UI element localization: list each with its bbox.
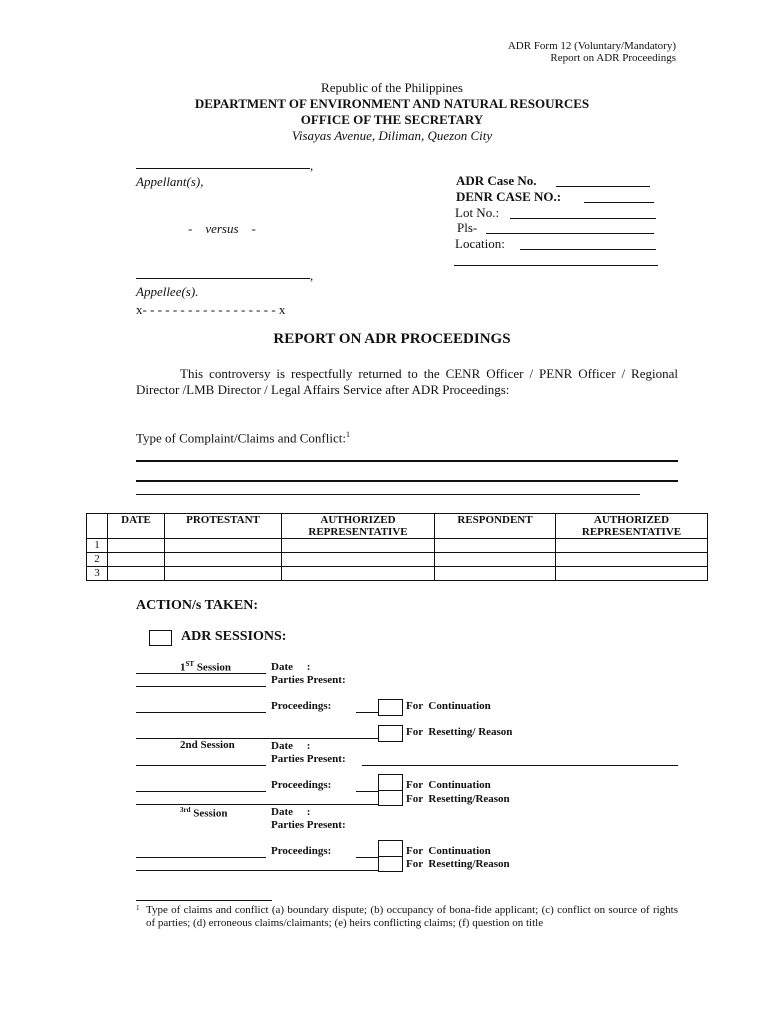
session3-continuation-checkbox[interactable] <box>378 840 403 857</box>
table-cell[interactable] <box>108 553 165 567</box>
republic-line: Republic of the Philippines <box>321 80 463 95</box>
session3-parties-label: Parties Present: <box>271 819 346 831</box>
appellee-line <box>136 278 310 279</box>
session3-continuation-label: For Continuation <box>406 845 491 857</box>
session1-continuation-label: For Continuation <box>406 700 491 712</box>
session2-date-label: Date : <box>271 740 311 752</box>
session3-sup: 3rd <box>180 806 191 814</box>
adr-case-line[interactable] <box>556 186 650 187</box>
table-cell[interactable] <box>165 539 282 553</box>
table-cell[interactable] <box>165 567 282 581</box>
header-respondent: RESPONDENT <box>435 514 556 539</box>
table-cell[interactable] <box>556 553 708 567</box>
session3-suffix: Session <box>190 807 228 820</box>
session1-resetting-checkbox[interactable] <box>378 725 403 742</box>
table-cell[interactable] <box>435 567 556 581</box>
session2-parties-label: Parties Present: <box>271 753 346 765</box>
session3-line-c <box>136 870 378 871</box>
pls-label: Pls- <box>457 220 478 235</box>
appellee-comma: , <box>310 268 314 283</box>
lot-no-label: Lot No.: <box>455 205 500 220</box>
intro-paragraph: This controversy is respectfully returned to the CENR Officer / PENR Officer / Regional Director /LMB Director / Legal Affairs Service after ADR Proceedings: <box>136 366 678 397</box>
form-subtitle: Report on ADR Proceedings <box>550 52 676 64</box>
header-date: DATE <box>108 514 165 539</box>
pls-line[interactable] <box>486 233 654 234</box>
footnote-separator <box>136 900 272 901</box>
department-line: DEPARTMENT OF ENVIRONMENT AND NATURAL RESOURCES <box>194 96 590 111</box>
table-row <box>87 553 708 567</box>
table-cell[interactable] <box>556 567 708 581</box>
session1-line-c <box>136 712 266 713</box>
appellant-comma: , <box>310 158 314 173</box>
session3-date-label: Date : <box>271 806 311 818</box>
complaint-type <box>136 430 350 446</box>
office-line: OFFICE OF THE SECRETARY <box>300 112 484 127</box>
session1-continuation-checkbox[interactable] <box>378 699 403 716</box>
session1-name <box>180 660 231 674</box>
complaint-label: Type of Complaint/Claims and Conflict: <box>136 430 346 446</box>
versus-label: - versus - <box>188 221 256 236</box>
table-cell[interactable] <box>282 553 435 567</box>
table-cell[interactable] <box>282 567 435 581</box>
table-cell[interactable] <box>108 539 165 553</box>
footnote-text: Type of claims and conflict (a) boundary dispute; (b) occupancy of bona-fide applicant; (c) conflict on source of rights of parties; (d) erroneous claims/claimants; (e) heirs conflicting claims; (f) question on title <box>146 904 678 929</box>
table-cell[interactable] <box>435 553 556 567</box>
location-extra-line[interactable] <box>454 265 658 266</box>
session1-line-d <box>356 712 378 713</box>
denr-case-label: DENR CASE NO.: <box>456 189 562 204</box>
row-number: 2 <box>87 553 108 567</box>
form-number: ADR Form 12 (Voluntary/Mandatory) <box>507 40 676 52</box>
table-cell[interactable] <box>556 539 708 553</box>
session3-resetting-checkbox[interactable] <box>378 856 403 872</box>
session3-resetting-label: For Resetting/Reason <box>406 858 510 870</box>
session2-parties-line[interactable] <box>362 765 678 766</box>
session1-resetting-label: For Resetting/ Reason <box>406 726 513 738</box>
agency-header <box>0 80 768 144</box>
session3-line-b <box>356 857 378 858</box>
complaint-line-3[interactable] <box>136 494 640 495</box>
session1-sup: ST <box>185 660 195 668</box>
footnote-mark: 1 <box>136 904 140 912</box>
session2-continuation-label: For Continuation <box>406 779 491 791</box>
appellant-label: Appellant(s), <box>136 174 204 189</box>
session2-proceedings-label: Proceedings: <box>271 779 332 791</box>
row-number: 1 <box>87 539 108 553</box>
complaint-line-2[interactable] <box>136 480 678 482</box>
header-protestant: PROTESTANT <box>165 514 282 539</box>
table-cell[interactable] <box>435 539 556 553</box>
session3-name <box>180 806 228 820</box>
session2-name: 2nd Session <box>180 739 235 751</box>
session1-line-b <box>136 686 266 687</box>
table-cell[interactable] <box>165 553 282 567</box>
header-authorized-rep-2: AUTHORIZED REPRESENTATIVE <box>556 514 708 539</box>
table-row <box>87 539 708 553</box>
actions-taken-label: ACTION/s TAKEN: <box>136 598 259 613</box>
adr-sessions-label: ADR SESSIONS: <box>181 629 287 644</box>
table-header-row <box>87 514 708 539</box>
caption-divider: x- - - - - - - - - - - - - - - - - - x <box>136 302 286 317</box>
session1-date-label: Date : <box>271 661 311 673</box>
session2-line-d <box>136 804 378 805</box>
appellee-label: Appellee(s). <box>136 284 199 299</box>
session1-line-e <box>136 738 378 739</box>
session2-resetting-checkbox[interactable] <box>378 790 403 806</box>
session1-suffix: Session <box>194 661 232 674</box>
session2-line-c <box>356 791 378 792</box>
report-title: REPORT ON ADR PROCEEDINGS <box>273 331 511 347</box>
session2-resetting-label: For Resetting/Reason <box>406 793 510 805</box>
complaint-line-1[interactable] <box>136 460 678 462</box>
denr-case-line[interactable] <box>584 202 654 203</box>
form-header <box>508 40 676 64</box>
footnote-ref: 1 <box>345 430 350 439</box>
location-line[interactable] <box>520 249 656 250</box>
session2-line-a <box>136 765 266 766</box>
lot-no-line[interactable] <box>510 218 656 219</box>
adr-case-label: ADR Case No. <box>456 173 537 188</box>
table-cell[interactable] <box>282 539 435 553</box>
session1-proceedings-label: Proceedings: <box>271 700 332 712</box>
appellant-line <box>136 168 310 169</box>
footnote <box>136 904 678 930</box>
session3-line-a <box>136 857 266 858</box>
address-line: Visayas Avenue, Diliman, Quezon City <box>291 128 493 143</box>
header-num <box>87 514 108 539</box>
table-cell[interactable] <box>108 567 165 581</box>
session2-continuation-checkbox[interactable] <box>378 774 403 791</box>
location-label: Location: <box>455 236 505 251</box>
parties-table <box>86 513 708 581</box>
session1-ordinal: 1 <box>180 661 186 674</box>
session3-proceedings-label: Proceedings: <box>271 845 332 857</box>
session2-line-b <box>136 791 266 792</box>
session1-parties-label: Parties Present: <box>271 674 346 686</box>
table-row <box>87 567 708 581</box>
row-number: 3 <box>87 567 108 581</box>
adr-sessions-checkbox[interactable] <box>149 630 172 646</box>
header-authorized-rep-1: AUTHORIZED REPRESENTATIVE <box>282 514 435 539</box>
